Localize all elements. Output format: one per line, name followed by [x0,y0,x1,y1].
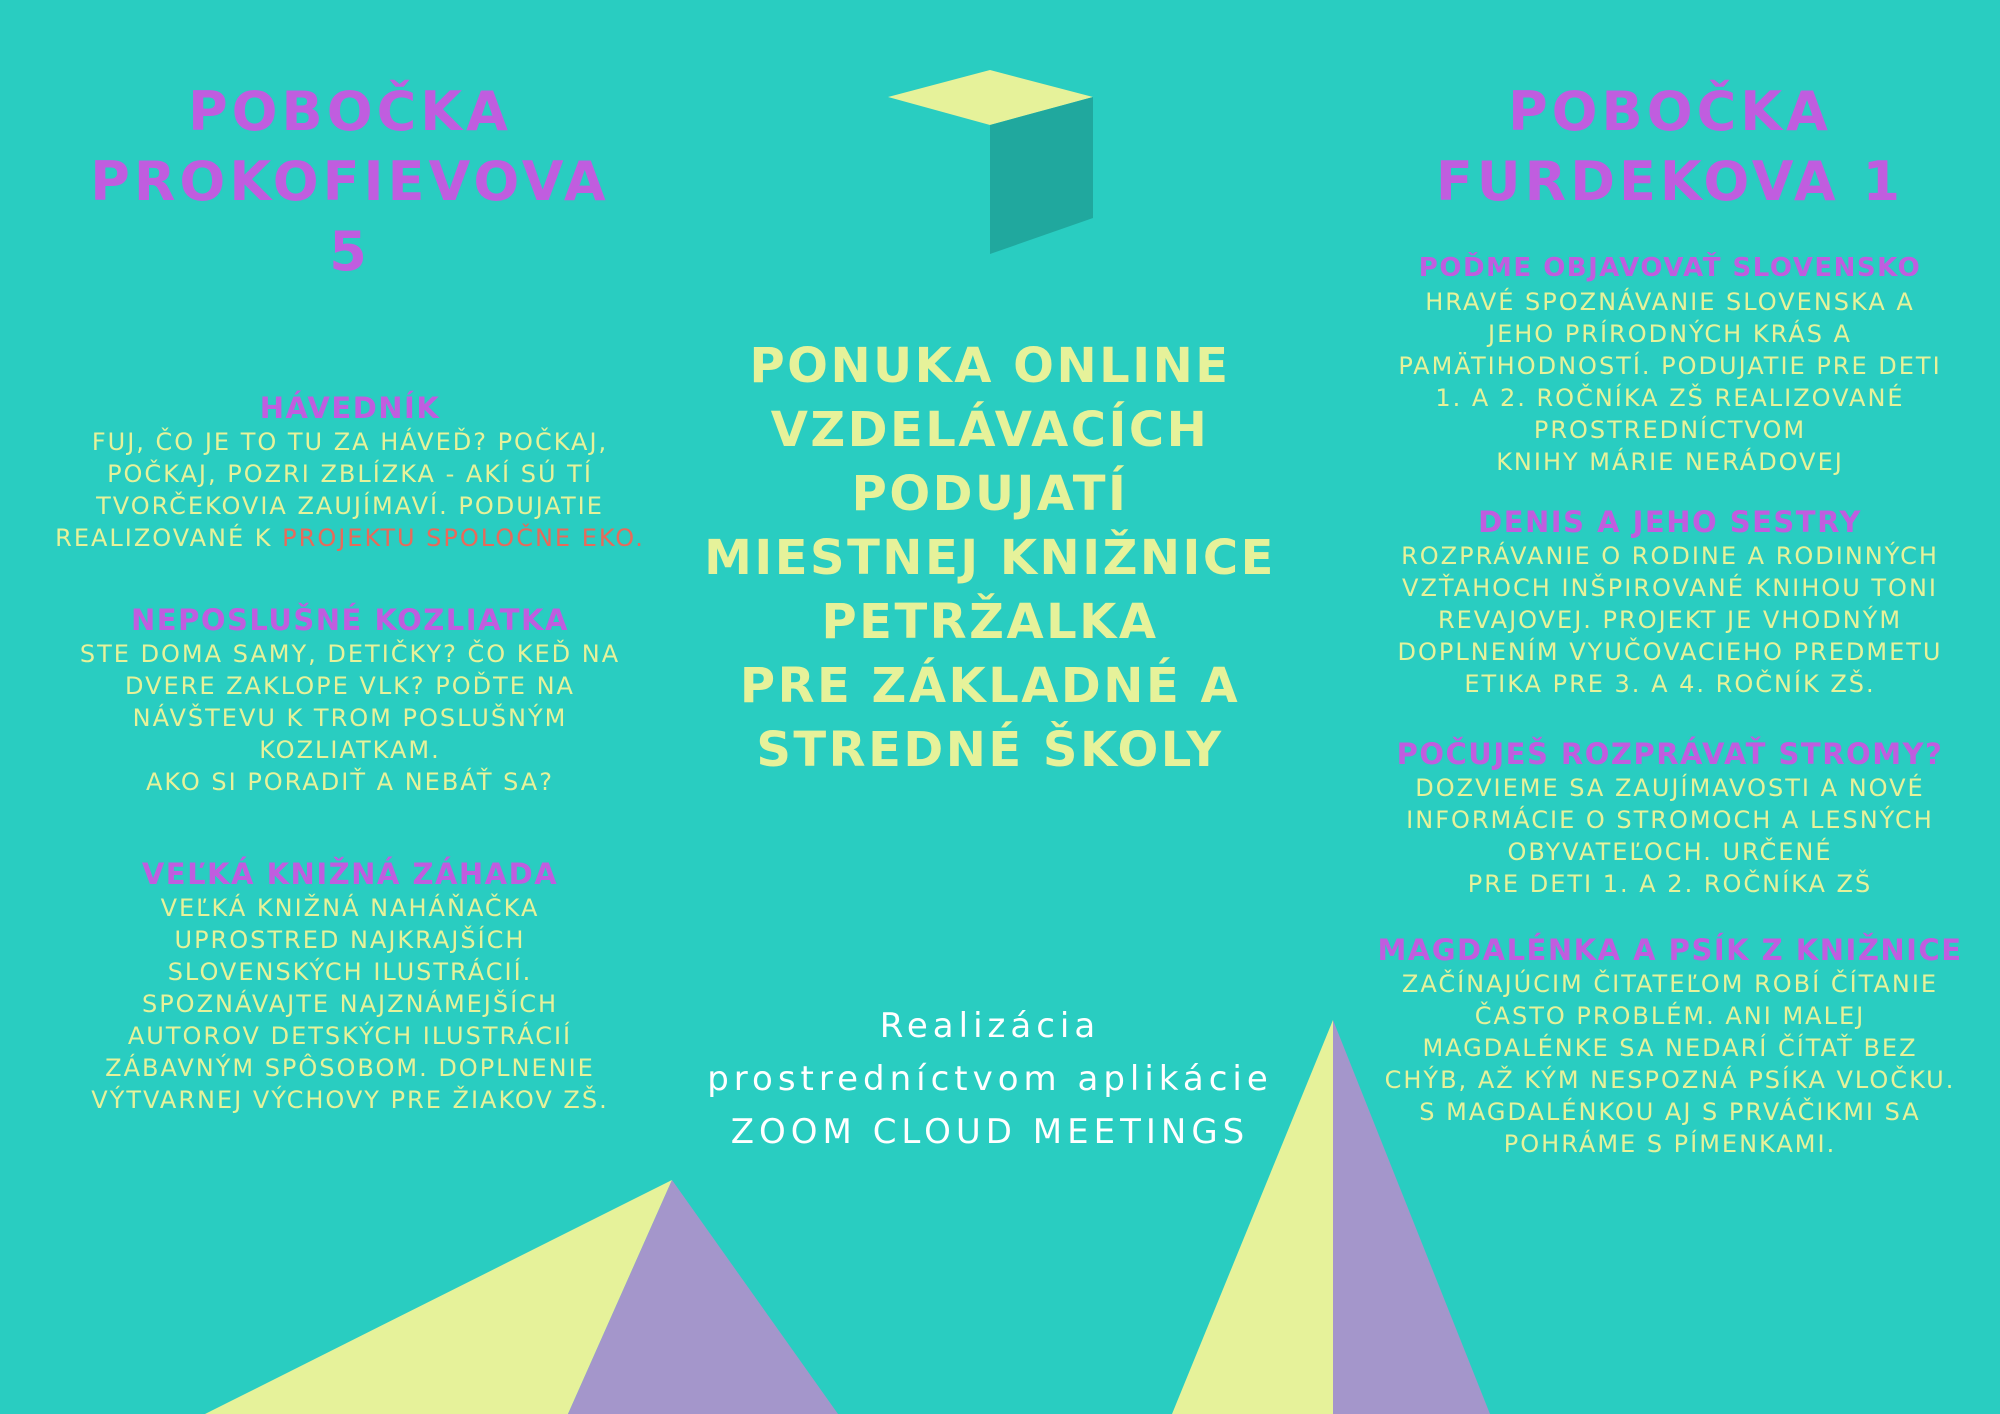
event-title: VEĽKÁ KNIŽNÁ ZÁHADA [141,857,559,891]
event-neposlusne-kozliatka [55,602,645,798]
branch-title: POBOČKA PROKOFIEVOVA 5 [90,80,610,283]
event-description: ROZPRÁVANIE O RODINE A RODINNÝCH VZŤAHOCH INŠPIROVANÉ KNIHOU TONI REVAJOVEJ. PROJEKT JE VHODNÝM DOPLNENÍM VYUČOVACIEHO PREDMETU ETIKA PRE 3. A 4. ROČNÍK ZŠ. [1397,542,1943,698]
event-title: POČUJEŠ ROZPRÁVAŤ STROMY? [1396,737,1944,771]
branch-furdekova [1365,0,1975,1160]
event-description: STE DOMA SAMY, DETIČKY? ČO KEĎ NA DVERE ZAKLOPE VLK? POĎTE NA NÁVŠTEVU K TROM POSLUŠNÝM KOZLIATKAM. AKO SI PORADIŤ A NEBÁŤ SA? [79,640,621,796]
center-panel [680,0,1300,1159]
event-description: DOZVIEME SA ZAUJÍMAVOSTI A NOVÉ INFORMÁCIE O STROMOCH A LESNÝCH OBYVATEĽOCH. URČENÉ PRE DETI 1. A 2. ROČNÍKA ZŠ [1406,774,1934,898]
event-title: DENIS A JEHO SESTRY [1478,505,1862,539]
event-title: POĎME OBJAVOVAŤ SLOVENSKO [1418,253,1922,283]
event-podme-objavovat-slovensko [1365,250,1975,478]
event-description: FUJ, ČO JE TO TU ZA HÁVEĎ? POČKAJ, POČKAJ, POZRI ZBLÍZKA - AKÍ SÚ TÍ TVORČEKOVIA ZAUJÍMAVÍ. PODUJATIE REALIZOVANÉ K PROJEKTU SPOLOČNE EKO. [55,428,645,552]
event-description: VEĽKÁ KNIŽNÁ NAHÁŇAČKA UPROSTRED NAJKRAJŠÍCH SLOVENSKÝCH ILUSTRÁCIÍ. SPOZNÁVAJTE NAJZNÁMEJŠÍCH AUTOROV DETSKÝCH ILUSTRÁCIÍ ZÁBAVNÝM SPÔSOBOM. DOPLNENIE VÝTVARNEJ VÝCHOVY PRE ŽIAKOV ZŠ. [91,894,609,1114]
event-description: ZAČÍNAJÚCIM ČITATEĽOM ROBÍ ČÍTANIE ČASTO PROBLÉM. ANI MALEJ MAGDALÉNKE SA NEDARÍ ČÍTAŤ BEZ CHÝB, AŽ KÝM NESPOZNÁ PSÍKA VLOČKU. S MAGDALÉNKOU AJ S PRVÁČIKMI SA POHRÁME S PÍMENKAMI. [1384,970,1956,1158]
event-magdalenka-a-psik [1365,932,1975,1160]
main-title: PONUKA ONLINE VZDELÁVACÍCH PODUJATÍ MIESTNEJ KNIŽNICE PETRŽALKA PRE ZÁKLADNÉ A STREDNÉ ŠKOLY [704,338,1276,778]
realization-note: Realizácia prostredníctvom aplikácie ZOOM CLOUD MEETINGS [707,1006,1273,1152]
branch-title: POBOČKA FURDEKOVA 1 [1435,80,1905,213]
event-title: HÁVEDNÍK [259,391,441,425]
event-havednik [55,390,645,554]
event-velka-knizna-zahada [55,856,645,1116]
branch-prokofievova [55,0,645,1116]
event-denis-a-jeho-sestry [1365,504,1975,700]
event-title: NEPOSLUŠNÉ KOZLIATKA [131,603,569,637]
event-title: MAGDALÉNKA A PSÍK Z KNIŽNICE [1377,933,1963,967]
event-description: HRAVÉ SPOZNÁVANIE SLOVENSKA A JEHO PRÍRODNÝCH KRÁS A PAMÄTIHODNOSTÍ. PODUJATIE PRE DETI 1. A 2. ROČNÍKA ZŠ REALIZOVANÉ PROSTREDNÍCTVOM KNIHY MÁRIE NERÁDOVEJ [1398,288,1942,476]
project-link[interactable]: PROJEKTU SPOLOČNE EKO [282,524,636,552]
event-pocujes-rozpravat-stromy [1365,736,1975,900]
